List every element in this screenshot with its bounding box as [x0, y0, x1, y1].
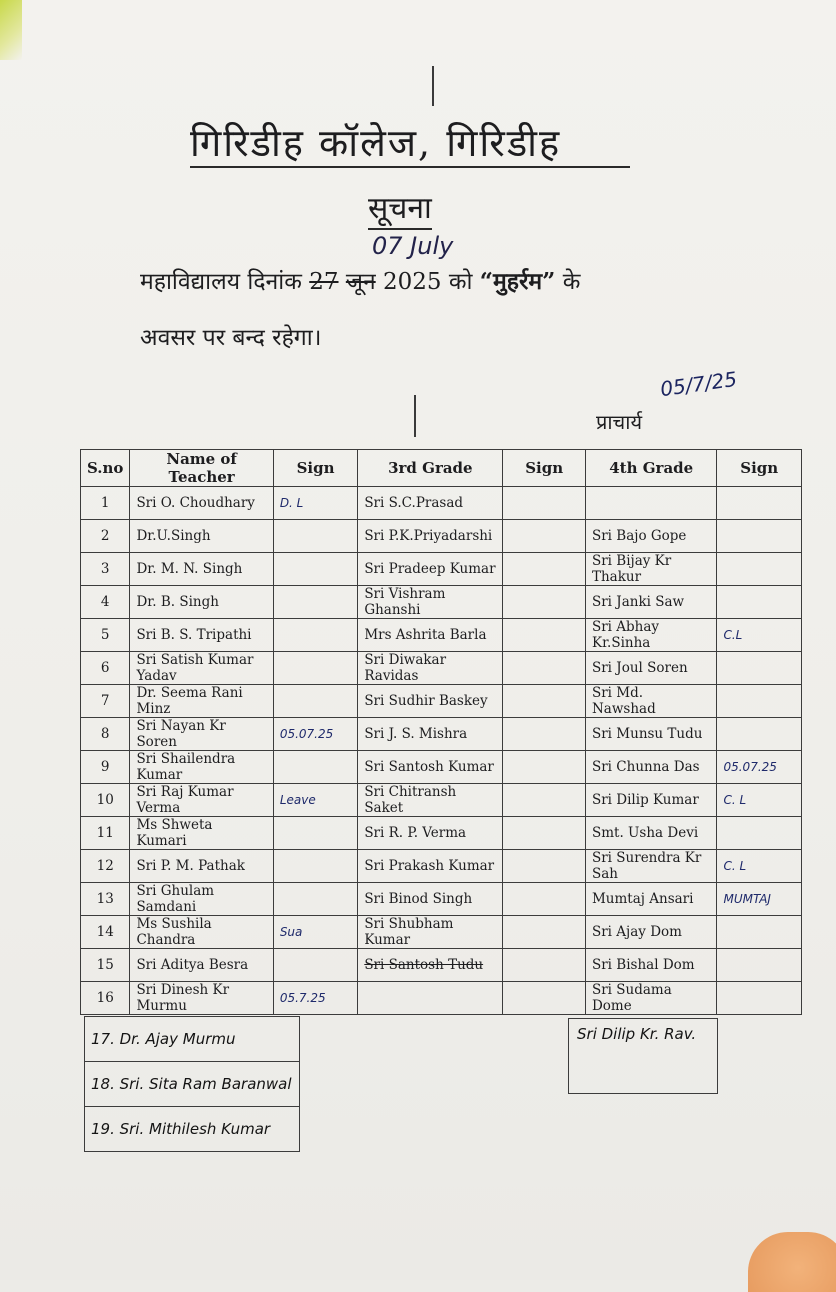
row-sign: [717, 520, 802, 553]
row-4th-grade: Sri Dilip Kumar: [585, 784, 716, 817]
row-4th-grade: Sri Janki Saw: [585, 586, 716, 619]
row-teacher-name: Dr.U.Singh: [130, 520, 273, 553]
row-sign: [717, 586, 802, 619]
finger-thumb: [748, 1232, 836, 1292]
row-sign: [503, 916, 586, 949]
row-sno: 10: [81, 784, 130, 817]
table-row: [81, 817, 802, 850]
row-3rd-grade: Sri Pradeep Kumar: [358, 553, 503, 586]
row-3rd-grade: Sri P.K.Priyadarshi: [358, 520, 503, 553]
list-item: 18. Sri. Sita Ram Baranwal: [84, 1062, 300, 1107]
row-sign: [717, 817, 802, 850]
row-sign: 05.07.25: [273, 718, 358, 751]
row-sign: 05.07.25: [717, 751, 802, 784]
row-3rd-grade: Sri Binod Singh: [358, 883, 503, 916]
row-sign: [503, 751, 586, 784]
row-sno: 6: [81, 652, 130, 685]
table-row: [81, 718, 802, 751]
table-row: [81, 586, 802, 619]
row-teacher-name: Sri Shailendra Kumar: [130, 751, 273, 784]
row-sno: 9: [81, 751, 130, 784]
row-sign: [503, 487, 586, 520]
row-sno: 7: [81, 685, 130, 718]
row-4th-grade: Sri Chunna Das: [585, 751, 716, 784]
row-4th-grade: Smt. Usha Devi: [585, 817, 716, 850]
row-sign: [503, 850, 586, 883]
row-4th-grade: Sri Ajay Dom: [585, 916, 716, 949]
row-4th-grade: Sri Munsu Tudu: [585, 718, 716, 751]
row-sno: 11: [81, 817, 130, 850]
handwritten-date: 07 July: [372, 232, 454, 260]
table-row: [81, 949, 802, 982]
row-teacher-name: Sri O. Choudhary: [130, 487, 273, 520]
row-sign: [503, 982, 586, 1015]
row-sign: [503, 619, 586, 652]
table-row: [81, 982, 802, 1015]
row-teacher-name: Ms Shweta Kumari: [130, 817, 273, 850]
row-sign: C. L: [717, 784, 802, 817]
row-sign: [273, 850, 358, 883]
row-teacher-name: Sri Satish Kumar Yadav: [130, 652, 273, 685]
header-sno: S.no: [81, 450, 130, 487]
row-sno: 13: [81, 883, 130, 916]
row-3rd-grade: Sri R. P. Verma: [358, 817, 503, 850]
row-3rd-grade: Sri Prakash Kumar: [358, 850, 503, 883]
row-3rd-grade: [358, 982, 503, 1015]
table-row: [81, 520, 802, 553]
row-sign: [273, 652, 358, 685]
row-4th-grade: Sri Sudama Dome: [585, 982, 716, 1015]
row-4th-grade: Mumtaj Ansari: [585, 883, 716, 916]
principal-label: प्राचार्य: [596, 410, 643, 434]
row-3rd-grade: Sri Sudhir Baskey: [358, 685, 503, 718]
row-sign: [503, 685, 586, 718]
notice-suffix: के: [562, 269, 581, 295]
row-teacher-name: Dr. Seema Rani Minz: [130, 685, 273, 718]
row-sno: 16: [81, 982, 130, 1015]
row-sign: 05.7.25: [273, 982, 358, 1015]
header-name: Name of Teacher: [130, 450, 273, 487]
table-row: [81, 685, 802, 718]
struck-month: जून: [345, 269, 376, 295]
row-sign: [717, 487, 802, 520]
notice-line-2: अवसर पर बन्द रहेगा।: [140, 325, 322, 351]
row-sign: MUMTAJ: [717, 883, 802, 916]
notice-year: 2025: [382, 269, 442, 295]
row-sign: C.L: [717, 619, 802, 652]
attendance-table: [80, 449, 802, 1015]
row-sno: 3: [81, 553, 130, 586]
header-sign: Sign: [503, 450, 586, 487]
row-4th-grade: Sri Bijay Kr Thakur: [585, 553, 716, 586]
row-sno: 5: [81, 619, 130, 652]
row-sno: 12: [81, 850, 130, 883]
row-sign: [503, 553, 586, 586]
table-row: [81, 850, 802, 883]
row-sign: [503, 520, 586, 553]
table-row: [81, 652, 802, 685]
principal-signature-date: 05/7/25: [658, 366, 739, 402]
row-sign: [717, 718, 802, 751]
list-item: 17. Dr. Ajay Murmu: [84, 1016, 300, 1062]
row-teacher-name: Sri Raj Kumar Verma: [130, 784, 273, 817]
row-3rd-grade: Sri Santosh Kumar: [358, 751, 503, 784]
handwritten-additions: [84, 1016, 300, 1152]
row-4th-grade: [585, 487, 716, 520]
row-4th-grade: Sri Bishal Dom: [585, 949, 716, 982]
struck-day: 27: [309, 269, 339, 295]
row-3rd-grade: Mrs Ashrita Barla: [358, 619, 503, 652]
row-teacher-name: Sri Aditya Besra: [130, 949, 273, 982]
table-row: [81, 751, 802, 784]
row-teacher-name: Sri Dinesh Kr Murmu: [130, 982, 273, 1015]
list-item: 19. Sri. Mithilesh Kumar: [84, 1107, 300, 1152]
row-sign: [717, 949, 802, 982]
row-teacher-name: Dr. M. N. Singh: [130, 553, 273, 586]
row-sign: Leave: [273, 784, 358, 817]
row-3rd-grade: Sri J. S. Mishra: [358, 718, 503, 751]
row-sign: [273, 949, 358, 982]
row-sign: [503, 949, 586, 982]
paper-corner: [0, 0, 22, 60]
table-row: [81, 883, 802, 916]
row-sign: [273, 685, 358, 718]
row-3rd-grade: Sri Shubham Kumar: [358, 916, 503, 949]
table-row: [81, 784, 802, 817]
table-row: [81, 553, 802, 586]
row-4th-grade: Sri Surendra Kr Sah: [585, 850, 716, 883]
notice-middle: को: [448, 269, 473, 295]
row-teacher-name: Sri B. S. Tripathi: [130, 619, 273, 652]
notice-heading: सूचना: [368, 190, 432, 230]
row-sign: D. L: [273, 487, 358, 520]
row-sign: [273, 553, 358, 586]
row-sign: [717, 652, 802, 685]
header-sign: Sign: [717, 450, 802, 487]
row-teacher-name: Dr. B. Singh: [130, 586, 273, 619]
row-sign: [273, 883, 358, 916]
header-4th-grade: 4th Grade: [585, 450, 716, 487]
header-sign: Sign: [273, 450, 358, 487]
row-sign: [717, 916, 802, 949]
header-3rd-grade: 3rd Grade: [358, 450, 503, 487]
row-sno: 4: [81, 586, 130, 619]
table-body: [81, 487, 802, 1015]
row-sign: [503, 652, 586, 685]
row-teacher-name: Ms Sushila Chandra: [130, 916, 273, 949]
table-header-row: [81, 450, 802, 487]
table-row: [81, 619, 802, 652]
row-sign: [273, 817, 358, 850]
row-sign: [273, 619, 358, 652]
row-sno: 15: [81, 949, 130, 982]
row-sign: [503, 883, 586, 916]
row-3rd-grade: Sri S.C.Prasad: [358, 487, 503, 520]
pen-mark: [432, 66, 434, 106]
handwritten-note: Sri Dilip Kr. Rav.: [568, 1018, 718, 1094]
table-row: [81, 487, 802, 520]
table-row: [81, 916, 802, 949]
row-sign: Sua: [273, 916, 358, 949]
row-sign: [273, 520, 358, 553]
row-sign: [503, 586, 586, 619]
pen-mark: [414, 395, 416, 437]
row-sign: [503, 817, 586, 850]
row-sign: [717, 553, 802, 586]
college-title: गिरिडीह कॉलेज, गिरिडीह: [190, 120, 630, 168]
row-sno: 14: [81, 916, 130, 949]
notice-occasion: “मुहर्रम”: [479, 268, 556, 295]
row-sign: C. L: [717, 850, 802, 883]
row-sign: [503, 784, 586, 817]
row-sign: [503, 718, 586, 751]
row-sno: 1: [81, 487, 130, 520]
row-3rd-grade: Sri Vishram Ghanshi: [358, 586, 503, 619]
row-sign: [717, 982, 802, 1015]
row-sign: [273, 751, 358, 784]
row-teacher-name: Sri Nayan Kr Soren: [130, 718, 273, 751]
row-4th-grade: Sri Bajo Gope: [585, 520, 716, 553]
row-4th-grade: Sri Abhay Kr.Sinha: [585, 619, 716, 652]
row-3rd-grade: Sri Chitransh Saket: [358, 784, 503, 817]
row-sign: [717, 685, 802, 718]
row-sno: 2: [81, 520, 130, 553]
row-teacher-name: Sri Ghulam Samdani: [130, 883, 273, 916]
row-3rd-grade: Sri Diwakar Ravidas: [358, 652, 503, 685]
notice-line-1: [140, 266, 580, 298]
row-sno: 8: [81, 718, 130, 751]
row-teacher-name: Sri P. M. Pathak: [130, 850, 273, 883]
row-sign: [273, 586, 358, 619]
row-4th-grade: Sri Joul Soren: [585, 652, 716, 685]
row-4th-grade: Sri Md. Nawshad: [585, 685, 716, 718]
notice-prefix: महाविद्यालय दिनांक: [140, 269, 302, 295]
row-3rd-grade: Sri Santosh Tudu: [358, 949, 503, 982]
